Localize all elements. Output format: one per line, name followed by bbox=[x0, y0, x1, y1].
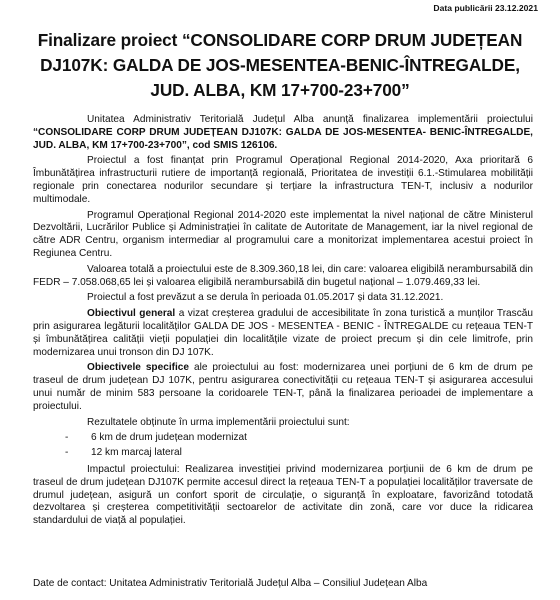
program-paragraph: Programul Operațional Regional 2014-2020 este implementat la nivel național de către Ministerul Dezvoltării, Lucrărilor Publice și Administrației în calitate de Autoritate de Management, iar la nivel regional de către ADR Centru, organism intermediar al programului care a monitorizat implementarea acestui proiect în Regiunea Centru. bbox=[33, 209, 533, 259]
contact-line: Date de contact: Unitatea Administrativ Teritorială Județul Alba – Consiliul Județean Alba bbox=[33, 578, 428, 589]
period-paragraph: Proiectul a fost prevăzut a se derula în perioada 01.05.2017 și data 31.12.2021. bbox=[87, 292, 444, 304]
specific-objectives-label: Obiectivele specifice bbox=[87, 362, 190, 374]
publication-date: Data publicării 23.12.2021 bbox=[433, 3, 538, 13]
result-item-text: 12 km marcaj lateral bbox=[91, 447, 182, 459]
results-intro: Rezultatele obținute în urma implementării proiectului sunt: bbox=[87, 416, 350, 428]
document-body bbox=[33, 114, 533, 531]
result-item-text: 6 km de drum județean modernizat bbox=[91, 432, 247, 444]
document-title: Finalizare proiect “CONSOLIDARE CORP DRUM JUDEȚEAN DJ107K: GALDA DE JOS-MESENTEA-BENIC-ÎNTREGALDE, JUD. ALBA, KM 17+700-23+700” bbox=[37, 30, 523, 100]
financing-paragraph: Proiectul a fost finanțat prin Programul Operațional Regional 2014-2020, Axa prioritară 6 Îmbunătățirea infrastructurii rutiere de importanță regională, Prioritatea de investiții 6.1.-Stimularea mobilității regionale prin conectarea nodurilor secundare și terțiare la infrastructura TEN-T, inclusiv a nodurilor multimodale. bbox=[33, 155, 533, 205]
value-paragraph: Valoarea totală a proiectului este de 8.309.360,18 lei, din care: valoarea eligibilă nerambursabilă din FEDR – 7.058.068,65 lei și valoarea eligibilă nerambursabilă din bugetul național – 1.079.469,33 lei. bbox=[33, 263, 533, 288]
list-item bbox=[33, 432, 533, 445]
specific-objectives-paragraph bbox=[33, 362, 533, 413]
general-objective-text: a vizat creșterea gradului de accesibilitate în zona turistică a munților Trascău prin asigurarea legăturii localităților GALDA DE JOS - MESENTEA - BENIC - ÎNTREGALDE cu rețeaua TEN-T și îmbunătățirea calității vieții populației din localitățile vizate de proiect precum și din cele limitrofe, prin modernizarea unui tronson din DJ 107K. bbox=[33, 308, 533, 358]
list-item bbox=[33, 447, 533, 460]
general-objective-paragraph bbox=[33, 308, 533, 359]
general-objective-label: Obiectivul general bbox=[87, 308, 176, 320]
impact-paragraph: Impactul proiectului: Realizarea investiției privind modernizarea porțiunii de 6 km de drum pe traseul de drum județean DJ107K permite accesul direct la rețeaua TEN-T a populației localităților traversate de drumul județean, asigură un confort sporit de circulație, o siguranță în exploatare, favorizând totodată dezvoltarea și creșterea competitivității sectoarelor de activitate din zonă, care vor duce la ridicarea standardului de viață al populației. bbox=[33, 463, 533, 527]
intro-paragraph bbox=[33, 114, 533, 152]
project-name: “CONSOLIDARE CORP DRUM JUDEȚEAN DJ107K: GALDA DE JOS-MESENTEA- BENIC-ÎNTREGALDE, JUD. ALBA, KM 17+700-23+700”, cod SMIS 126106. bbox=[33, 126, 533, 151]
bullet-dash-icon: - bbox=[65, 447, 69, 459]
intro-text: Unitatea Administrativ Teritorială Județul Alba anunță finalizarea implementării proiectului bbox=[87, 114, 533, 125]
specific-objectives-text: ale proiectului au fost: modernizarea unei porțiuni de 6 km de drum pe traseul de drum județean DJ 107K, pentru asigurarea conectivității cu rețeaua TEN-T și asigurarea accesului unui număr de minim 583 persoane la coridoarele TEN-T, până la finalizarea perioadei de implementare a proiectului. bbox=[33, 362, 533, 412]
results-list bbox=[33, 432, 533, 460]
bullet-dash-icon: - bbox=[65, 432, 69, 444]
